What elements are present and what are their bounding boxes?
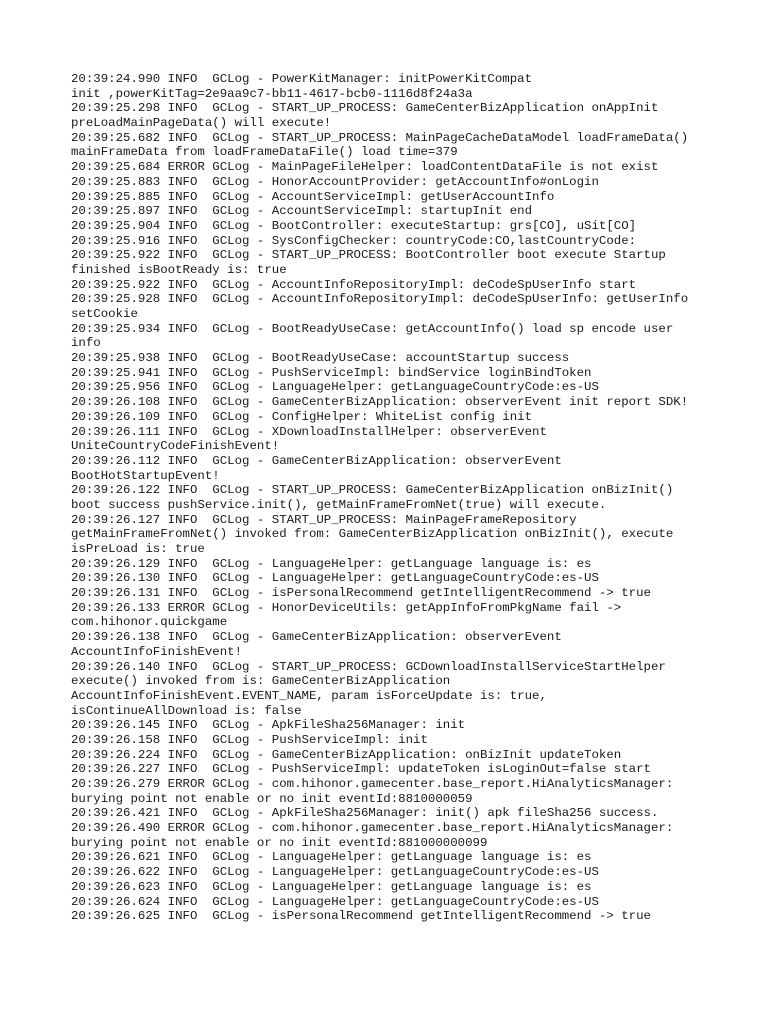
- log-line: isPreLoad is: true: [71, 542, 205, 556]
- log-line: 20:39:26.138 INFO GCLog - GameCenterBizApplication: observerEvent: [71, 630, 562, 645]
- log-line: 20:39:26.224 INFO GCLog - GameCenterBizApplication: onBizInit updateToken: [71, 747, 622, 762]
- log-line: 20:39:26.122 INFO GCLog - START_UP_PROCESS: GameCenterBizApplication onBizInit(): [71, 483, 674, 498]
- log-line: 20:39:25.934 INFO GCLog - BootReadyUseCase: getAccountInfo() load sp encode user: [71, 321, 674, 336]
- log-line: 20:39:26.625 INFO GCLog - isPersonalRecommend getIntelligentRecommend -> true: [71, 909, 651, 924]
- log-line: 20:39:26.158 INFO GCLog - PushServiceImpl: init: [71, 732, 428, 747]
- log-line: burying point not enable or no init eventId:8810000059: [71, 791, 473, 806]
- log-line: 20:39:26.131 INFO GCLog - isPersonalRecommend getIntelligentRecommend -> true: [71, 586, 651, 601]
- log-line: 20:39:26.421 INFO GCLog - ApkFileSha256Manager: init() apk fileSha256 success.: [71, 806, 659, 821]
- log-line: 20:39:26.133 ERROR GCLog - HonorDeviceUtils: getAppInfoFromPkgName fail ->: [71, 600, 622, 615]
- log-line: 20:39:26.624 INFO GCLog - LanguageHelper: getLanguageCountryCode:es-US: [71, 894, 599, 909]
- log-line: 20:39:25.684 ERROR GCLog - MainPageFileHelper: loadContentDataFile is not exist: [71, 160, 659, 175]
- log-line: setCookie: [71, 307, 138, 321]
- log-line: burying point not enable or no init eventId:881000000099: [71, 835, 488, 850]
- log-line: 20:39:25.916 INFO GCLog - SysConfigChecker: countryCode:CO,lastCountryCode:: [71, 233, 637, 248]
- log-line: preLoadMainPageData() will execute!: [71, 116, 332, 131]
- log-line: 20:39:25.928 INFO GCLog - AccountInfoRepositoryImpl: deCodeSpUserInfo: getUserInfo: [71, 292, 689, 307]
- log-line: AccountInfoFinishEvent.EVENT_NAME, param isForceUpdate is: true,: [71, 688, 547, 703]
- log-line: 20:39:25.922 INFO GCLog - AccountInfoRepositoryImpl: deCodeSpUserInfo start: [71, 277, 637, 292]
- log-line: mainFrameData from loadFrameDataFile() load time=379: [71, 145, 458, 160]
- log-line: 20:39:26.112 INFO GCLog - GameCenterBizApplication: observerEvent: [71, 453, 562, 468]
- log-line: execute() invoked from is: GameCenterBizApplication: [71, 674, 451, 689]
- log-line: com.hihonor.quickgame: [71, 615, 228, 630]
- log-line: boot success pushService.init(), getMainFrameFromNet(true) will execute.: [71, 497, 607, 512]
- log-line: 20:39:24.990 INFO GCLog - PowerKitManager: initPowerKitCompat: [71, 72, 533, 86]
- log-line: isContinueAllDownload is: false: [71, 703, 302, 718]
- log-line: AccountInfoFinishEvent!: [71, 644, 243, 659]
- log-line: 20:39:26.127 INFO GCLog - START_UP_PROCESS: MainPageFrameRepository: [71, 512, 577, 527]
- log-line: 20:39:25.941 INFO GCLog - PushServiceImpl: bindService loginBindToken: [71, 365, 592, 380]
- log-line: 20:39:26.490 ERROR GCLog - com.hihonor.gamecenter.base_report.HiAnalyticsManager:: [71, 821, 674, 836]
- log-line: getMainFrameFromNet() invoked from: GameCenterBizApplication onBizInit(), execute: [71, 527, 674, 542]
- log-text-block: [71, 72, 711, 924]
- log-line: 20:39:26.109 INFO GCLog - ConfigHelper: WhiteList config init: [71, 409, 533, 424]
- log-line: 20:39:26.129 INFO GCLog - LanguageHelper: getLanguage language is: es: [71, 556, 592, 571]
- log-line: 20:39:26.111 INFO GCLog - XDownloadInstallHelper: observerEvent: [71, 424, 547, 439]
- log-line: 20:39:25.956 INFO GCLog - LanguageHelper: getLanguageCountryCode:es-US: [71, 380, 599, 395]
- log-line: finished isBootReady is: true: [71, 262, 287, 277]
- log-line: 20:39:26.279 ERROR GCLog - com.hihonor.gamecenter.base_report.HiAnalyticsManager:: [71, 777, 674, 791]
- log-line: 20:39:25.682 INFO GCLog - START_UP_PROCESS: MainPageCacheDataModel loadFrameData(): [71, 130, 689, 145]
- log-line: 20:39:26.622 INFO GCLog - LanguageHelper: getLanguageCountryCode:es-US: [71, 865, 599, 880]
- log-line: 20:39:25.938 INFO GCLog - BootReadyUseCase: accountStartup success: [71, 351, 570, 366]
- log-line: 20:39:26.621 INFO GCLog - LanguageHelper: getLanguage language is: es: [71, 850, 592, 865]
- log-line: 20:39:26.108 INFO GCLog - GameCenterBizApplication: observerEvent init report SDK!: [71, 395, 689, 410]
- log-line: 20:39:25.298 INFO GCLog - START_UP_PROCESS: GameCenterBizApplication onAppInit: [71, 101, 659, 116]
- log-line: 20:39:26.145 INFO GCLog - ApkFileSha256Manager: init: [71, 718, 466, 733]
- log-line: 20:39:26.623 INFO GCLog - LanguageHelper: getLanguage language is: es: [71, 879, 592, 894]
- log-line: 20:39:25.897 INFO GCLog - AccountServiceImpl: startupInit end: [71, 204, 533, 219]
- log-line: 20:39:25.883 INFO GCLog - HonorAccountProvider: getAccountInfo#onLogin: [71, 174, 599, 189]
- log-line: info: [71, 336, 101, 351]
- log-line: 20:39:26.227 INFO GCLog - PushServiceImpl: updateToken isLoginOut=false start: [71, 762, 651, 777]
- log-line: 20:39:25.922 INFO GCLog - START_UP_PROCESS: BootController boot execute Startup: [71, 248, 666, 263]
- log-line: 20:39:25.904 INFO GCLog - BootController: executeStartup: grs[CO], uSit[CO]: [71, 218, 637, 233]
- log-line: BootHotStartupEvent!: [71, 468, 220, 483]
- log-line: UniteCountryCodeFinishEvent!: [71, 439, 280, 454]
- log-line: 20:39:26.140 INFO GCLog - START_UP_PROCESS: GCDownloadInstallServiceStartHelper: [71, 659, 666, 674]
- log-line: 20:39:26.130 INFO GCLog - LanguageHelper: getLanguageCountryCode:es-US: [71, 571, 599, 586]
- log-line: init ,powerKitTag=2e9aa9c7-bb11-4617-bcb0-1116d8f24a3a: [71, 86, 473, 101]
- log-line: 20:39:25.885 INFO GCLog - AccountServiceImpl: getUserAccountInfo: [71, 189, 555, 204]
